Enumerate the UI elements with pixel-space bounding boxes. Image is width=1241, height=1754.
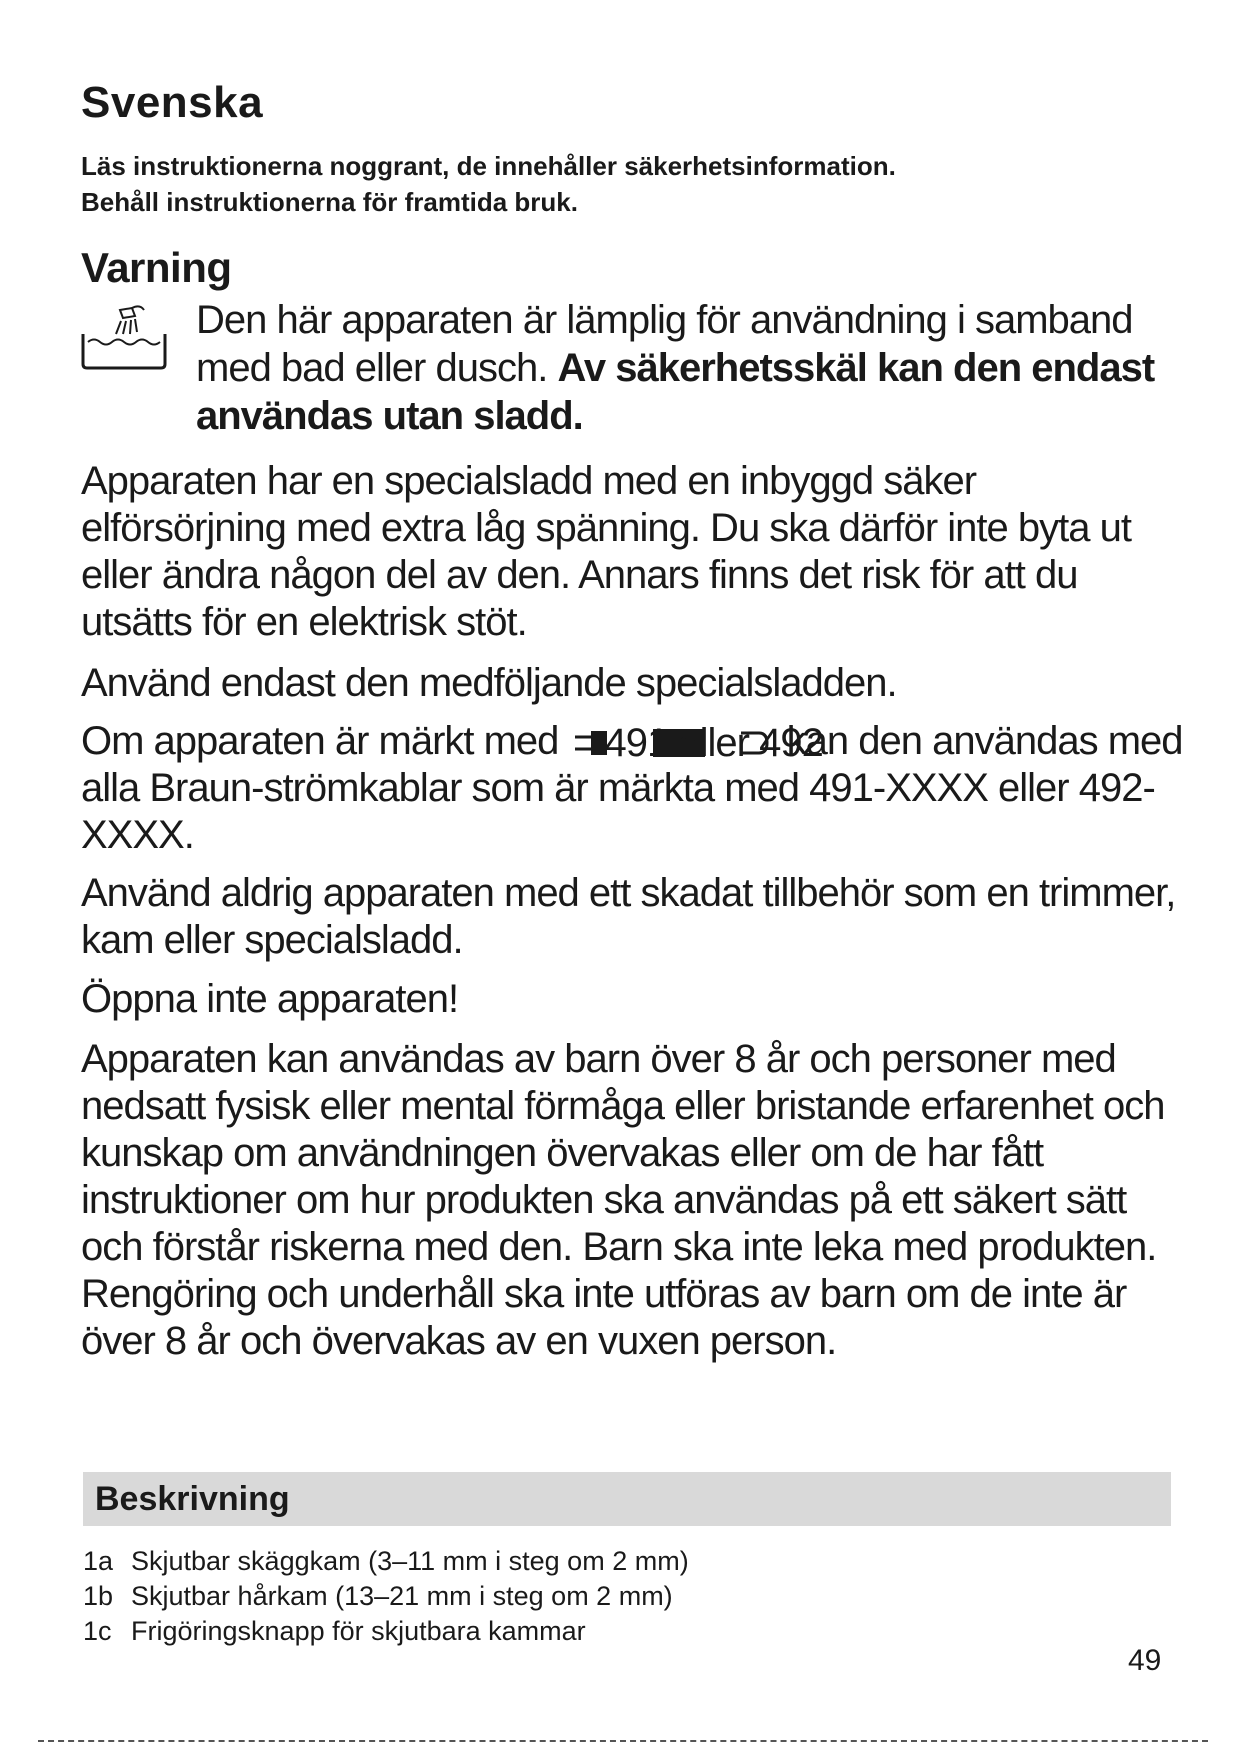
warning-text [196,296,1196,440]
paragraph-use-only-cord: Använd endast den medföljande specialsladden. [81,661,897,705]
page-number: 49 [1128,1644,1162,1677]
list-item [83,1544,1083,1579]
item-text: Frigöringsknapp för skjutbara kammar [131,1616,586,1646]
item-code: 1a [83,1546,114,1576]
bottom-divider [38,1740,1208,1742]
list-item [83,1579,1083,1614]
description-header-bar [83,1472,1171,1526]
paragraph-children-safety: Apparaten kan användas av barn över 8 år och personer med nedsatt fysisk eller mental förmåga eller bristande erfarenhet och kunskap om användningen övervakas eller om de har fått instruktioner om hur produkten ska användas på ett säkert sätt och förstår riskerna med den. Barn ska inte leka med produkten. Rengöring och underhåll ska inte utföras av barn om de inte är över 8 år och övervakas av en vuxen person. [81,1037,1165,1363]
item-text: Skjutbar hårkam (13–21 mm i steg om 2 mm) [131,1581,673,1611]
cord-marking-label: 491 eller 492 [604,721,823,766]
item-text: Skjutbar skäggkam (3–11 mm i steg om 2 mm) [131,1546,689,1576]
paragraph-do-not-open: Öppna inte apparaten! [81,977,459,1021]
item-code: 1c [83,1616,112,1646]
bath-shower-icon [80,304,168,374]
warning-heading: Varning [81,244,232,291]
intro-line-1: Läs instruktionerna noggrant, de innehåller säkerhetsinformation. [81,151,896,181]
marking-text-before: Om apparaten är märkt med [81,719,559,763]
marking-text-after: kan den användas med alla Braun-strömkablar som är märkta med 491-XXXX eller 492-XXXX. [81,719,1183,857]
intro-line-2: Behåll instruktionerna för framtida bruk. [81,187,578,217]
paragraph-marking [81,718,1191,859]
item-code: 1b [83,1581,114,1611]
list-item [83,1614,1083,1649]
description-heading: Beskrivning [95,1480,290,1518]
paragraph-damaged-accessory: Använd aldrig apparaten med ett skadat tillbehör som en trimmer, kam eller specialsladd. [81,871,1176,962]
cord-marking-symbol [573,721,823,766]
page-title: Svenska [81,78,264,127]
description-list [83,1544,1083,1649]
warning-text-bold: Av säkerhetsskäl kan den endast användas utan sladd. [196,346,1155,438]
warning-text-plain: Den här apparaten är lämplig för användning i samband med bad eller dusch. [196,298,1133,390]
paragraph-special-cord: Apparaten har en specialsladd med en inbyggd säker elförsörjning med extra låg spänning. Du ska därför inte byta ut eller ändra någon del av den. Annars finns det risk för att du utsätts för en elektrisk stöt. [81,459,1131,644]
intro-text [81,148,1181,220]
